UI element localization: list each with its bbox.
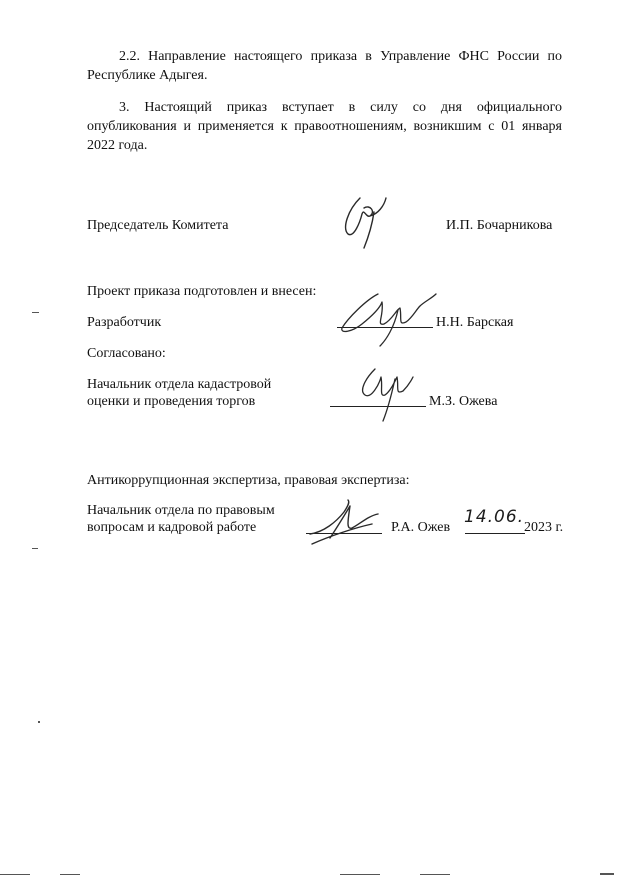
scan-mark [600, 873, 614, 875]
scan-mark [340, 874, 380, 875]
approved-header: Согласовано: [87, 346, 166, 361]
handwritten-date: 14.06. [464, 507, 525, 527]
expertise-header: Антикоррупционная экспертиза, правовая экспертиза: [87, 473, 410, 488]
scan-mark [32, 312, 39, 313]
scan-mark [420, 874, 450, 875]
clause-3-line-1: 3. Настоящий приказ вступает в силу со дня официального [119, 100, 562, 115]
scan-mark [60, 874, 80, 875]
chairman-title: Председатель Комитета [87, 218, 229, 233]
cadastral-role-line-1: Начальник отдела кадастровой [87, 377, 272, 392]
cadastral-name: М.З. Ожева [429, 394, 498, 409]
developer-name: Н.Н. Барская [436, 315, 514, 330]
clause-2-2-line-2: Республике Адыгея. [87, 68, 208, 83]
scan-mark [32, 548, 38, 549]
clause-2-2 [87, 47, 562, 85]
scan-mark [0, 874, 30, 875]
legal-role-line-1: Начальник отдела по правовым [87, 503, 275, 518]
legal-name: Р.А. Ожев [391, 520, 451, 535]
clause-2-2-line-1: 2.2. Направление настоящего приказа в Управление ФНС России по [119, 49, 562, 64]
developer-signature [338, 288, 438, 348]
clause-3-line-2: опубликования и применяется к правоотношениям, возникшим с 01 января [87, 119, 562, 134]
chairman-name: И.П. Бочарникова [446, 218, 553, 233]
clause-3-line-3: 2022 года. [87, 138, 148, 153]
legal-signature [306, 498, 386, 548]
date-line [465, 533, 525, 534]
legal-role-line-2: вопросам и кадровой работе [87, 520, 257, 535]
scan-mark [38, 721, 40, 723]
cadastral-signature [355, 365, 415, 425]
cadastral-role-line-2: оценки и проведения торгов [87, 394, 256, 409]
clause-3 [87, 98, 562, 155]
legal-year: 2023 г. [524, 520, 564, 535]
chairman-signature [340, 192, 395, 250]
project-header: Проект приказа подготовлен и внесен: [87, 284, 317, 299]
developer-role: Разработчик [87, 315, 162, 330]
